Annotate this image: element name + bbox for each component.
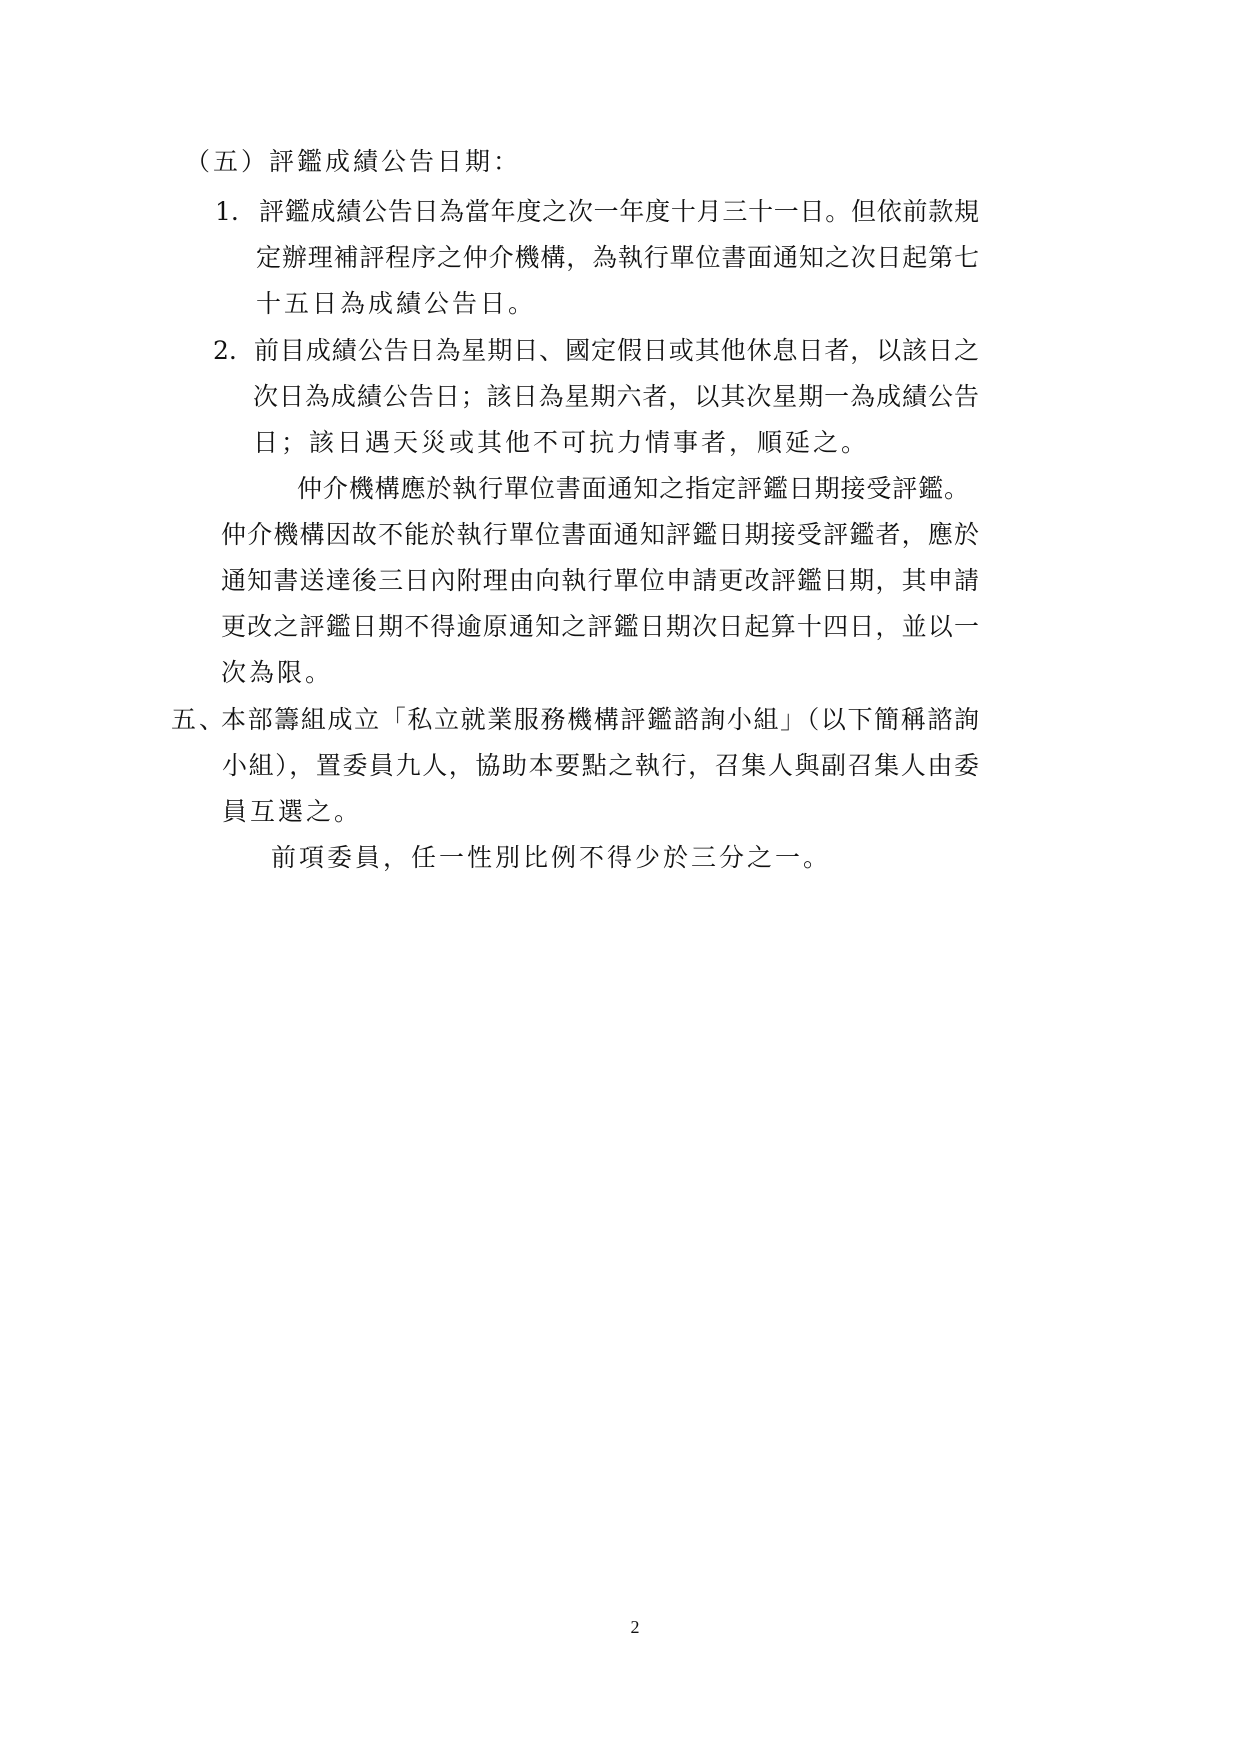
paragraph-line: 通知書送達後三日內附理由向執行單位申請更改評鑑日期，其申請 [221, 566, 979, 595]
item-text-line: 評鑑成績公告日為當年度之次一年度十月三十一日。但依前款規 [259, 197, 979, 226]
item-number [215, 197, 259, 227]
article-line: 員互選之。 [222, 797, 363, 826]
item-text-line: 定辦理補評程序之仲介機構，為執行單位書面通知之次日起第七 [256, 243, 979, 272]
article-line: 本部籌組成立「私立就業服務機構評鑑諮詢小組」（以下簡稱諮詢 [221, 705, 979, 734]
section-heading: （五）評鑑成績公告日期： [185, 147, 522, 176]
article-line: 小組），置委員九人，協助本要點之執行，召集人與副召集人由委 [222, 751, 979, 780]
article-paragraph: 前項委員，任一性別比例不得少於三分之一。 [271, 843, 832, 872]
paragraph-line: 次為限。 [221, 658, 334, 687]
item-number-label: 1. [215, 197, 239, 226]
item-text-line: 次日為成績公告日；該日為星期六者，以其次星期一為成績公告 [253, 382, 979, 411]
paragraph-line: 更改之評鑑日期不得逾原通知之評鑑日期次日起算十四日，並以一 [221, 612, 979, 641]
paragraph-line: 仲介機構應於執行單位書面通知之指定評鑑日期接受評鑑。 [297, 474, 969, 503]
item-text-line: 前目成績公告日為星期日、國定假日或其他休息日者，以該日之 [254, 336, 979, 365]
page-number: 2 [630, 1617, 640, 1637]
item-text-line: 日；該日遇天災或其他不可抗力情事者，順延之。 [253, 428, 870, 457]
paragraph-line: 仲介機構因故不能於執行單位書面通知評鑑日期接受評鑑者，應於 [221, 520, 979, 549]
item-number [213, 336, 257, 366]
article-number: 五、 [171, 705, 228, 734]
item-text-line: 十五日為成績公告日。 [256, 289, 537, 318]
item-number-label: 2. [213, 336, 237, 365]
